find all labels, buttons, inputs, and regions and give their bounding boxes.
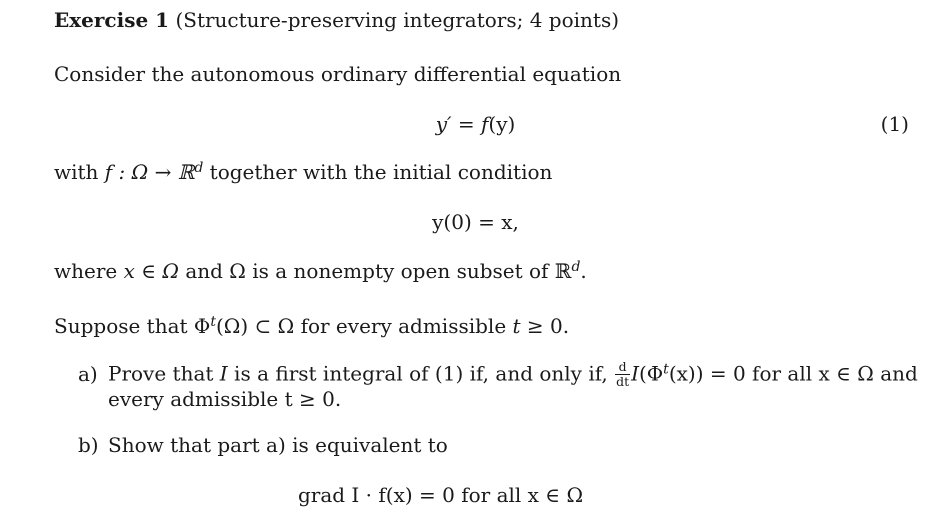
open-subset-text: and Ω is a nonempty open subset of ℝ (178, 259, 572, 283)
where-text: where (54, 259, 124, 283)
part-b (78, 433, 448, 458)
period: . (580, 259, 587, 283)
dimension-superscript-2: d (571, 259, 581, 275)
part-a (78, 360, 918, 388)
part-a-text-3: (Φ (638, 361, 664, 386)
suppose-text: Suppose that Φ (54, 314, 211, 338)
derivative-fraction (615, 360, 630, 388)
x-in-omega: x ∈ Ω (123, 259, 179, 283)
with-line (54, 160, 552, 185)
integral-I: I (219, 361, 228, 386)
integral-I-2: I (631, 361, 639, 386)
f-mapping: f : Ω → ℝ (104, 160, 195, 184)
part-a-line-2: every admissible t ≥ 0. (108, 387, 342, 411)
equation-arg: (y) (488, 112, 516, 136)
t-variable: t (512, 314, 521, 338)
part-b-text: Show that part a) is equivalent to (108, 433, 448, 457)
part-b-label: b) (78, 433, 99, 457)
part-a-text-1: Prove that (108, 361, 220, 386)
part-a-text-4: (x)) = 0 for all x ∈ Ω and (668, 361, 918, 386)
exercise-subtitle: (Structure-preserving integrators; 4 points) (175, 8, 620, 32)
equation-number: (1) (880, 112, 909, 136)
with-text: with (54, 160, 105, 184)
exercise-title: Exercise 1 (54, 8, 170, 32)
suppose-line (54, 314, 569, 339)
equation-ode (0, 112, 951, 137)
t-superscript-2: t (663, 361, 669, 378)
fraction-numerator: d (615, 360, 630, 375)
part-a-label: a) (78, 361, 98, 386)
t-superscript: t (210, 314, 216, 330)
geq-zero: ≥ 0. (520, 314, 570, 338)
initial-condition-text: together with the initial condition (203, 160, 553, 184)
part-a-text-2: is a first integral of (1) if, and only if, (227, 361, 615, 386)
where-line (54, 259, 587, 284)
equation-lhs: y′ = f (435, 112, 489, 136)
initial-condition-eq: y(0) = x, (432, 210, 519, 234)
intro-text: Consider the autonomous ordinary differential equation (54, 62, 622, 86)
gradient-equation: grad I · f(x) = 0 for all x ∈ Ω (297, 483, 584, 507)
exercise-heading (54, 8, 619, 33)
admissible-text: (Ω) ⊂ Ω for every admissible (215, 314, 513, 338)
dimension-superscript: d (194, 160, 204, 176)
fraction-denominator: dt (616, 373, 630, 389)
